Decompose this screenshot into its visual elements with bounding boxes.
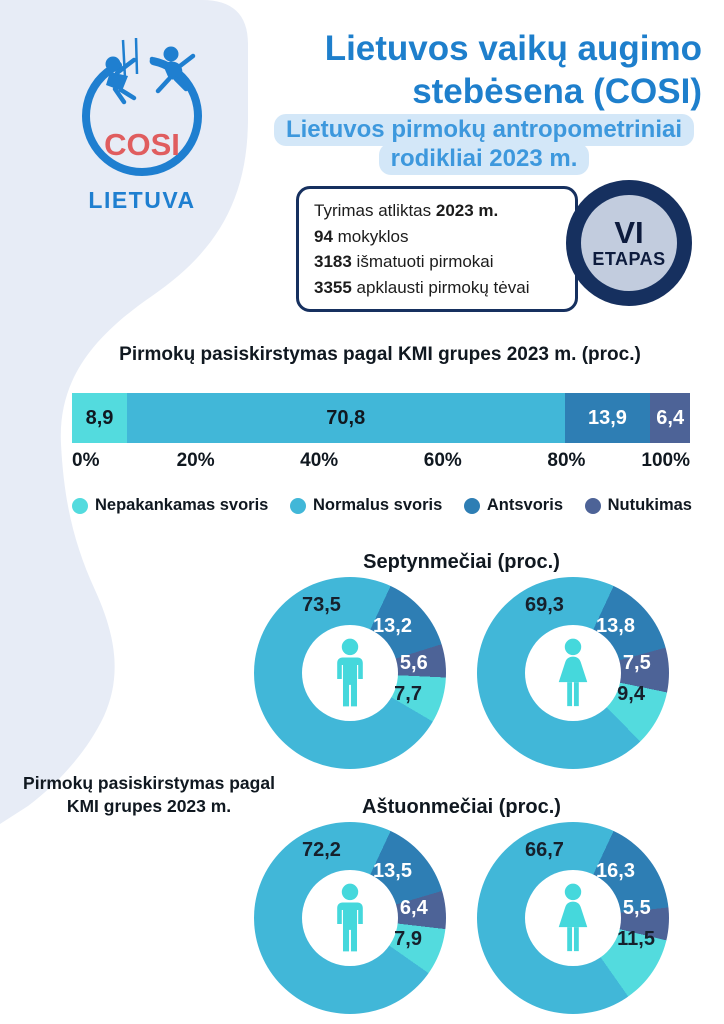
page-title-line2: stebėsena (COSI) [412,71,702,111]
legend-item-overweight: Antsvoris [464,496,563,515]
info-line-year: Tyrimas atliktas 2023 m. [314,201,499,220]
donut-chart-8yo-girls [477,822,669,1014]
axis-tick: 20% [176,450,215,471]
donut-value-underweight: 7,7 [394,682,422,705]
donut-value-overweight: 16,3 [596,860,635,883]
donut-value-normal: 72,2 [302,839,341,862]
subtitle-line1: Lietuvos pirmokų antropometriniai [274,114,694,146]
donut-chart-8yo-boys [254,822,446,1014]
info-line-surveyed: 3355 apklausti pirmokų tėvai [314,277,530,297]
page-subtitle [258,114,710,175]
legend-dot-icon [585,498,601,514]
donut-value-obese: 5,6 [399,651,428,674]
girl-icon [544,636,602,710]
donut-hole [302,625,398,721]
bar-segment-normal: 70,8 [127,393,565,443]
boy-icon [321,636,379,710]
girl-icon [544,881,602,955]
donut-value-obese: 6,4 [399,896,428,919]
donut-value-overweight: 13,5 [373,860,412,883]
donut-hole [302,870,398,966]
donut-value-underweight: 9,4 [617,682,645,705]
logo-country-text: LIETUVA [88,187,196,213]
axis-tick: 80% [547,450,586,471]
donut-chart-7yo-girls [477,577,669,769]
stage-number: VI [614,214,644,250]
donut-value-underweight: 11,5 [617,927,655,950]
study-info-box [296,186,578,312]
donut-group-title-8yo: Aštuonmečiai (proc.) [362,796,561,818]
axis-tick: 40% [300,450,339,471]
x-axis [72,450,690,474]
donut-value-normal: 69,3 [525,594,564,617]
donut-value-underweight: 7,9 [394,927,422,950]
stage-label: ETAPAS [592,248,666,269]
stacked-bar-chart [72,393,690,443]
logo-cosi-text: COSI [104,127,180,162]
legend [72,496,692,515]
page-title-line1: Lietuvos vaikų augimo [324,29,702,68]
legend-dot-icon [72,498,88,514]
boy-icon [321,881,379,955]
donut-hole [525,870,621,966]
donut-value-normal: 73,5 [302,594,341,617]
donut-value-normal: 66,7 [525,839,564,862]
donut-value-overweight: 13,2 [373,615,412,638]
cosi-logo-graphic [67,28,217,180]
legend-dot-icon [464,498,480,514]
axis-tick: 60% [423,450,462,471]
info-line-schools: 94 mokyklos [314,226,409,246]
subtitle-line2: rodikliai 2023 m. [379,143,590,175]
axis-tick: 100% [641,450,690,471]
stage-badge-inner [581,195,677,291]
donut-value-obese: 7,5 [622,651,651,674]
page-title [248,28,702,113]
stage-badge [566,180,692,306]
info-line-measured: 3183 išmatuoti pirmokai [314,252,494,271]
donut-value-overweight: 13,8 [596,615,635,638]
bottom-section-label: Pirmokų pasiskirstymas pagal KMI grupes 2023 m. [23,773,275,816]
axis-tick: 0% [72,450,100,471]
donut-hole [525,625,621,721]
bar-segment-overweight: 13,9 [565,393,651,443]
bar-segment-underweight: 8,9 [72,393,127,443]
donut-value-obese: 5,5 [622,896,651,919]
legend-item-obese: Nutukimas [585,496,692,515]
swinging-girl-icon [106,38,138,102]
donut-chart-7yo-boys [254,577,446,769]
legend-item-underweight: Nepakankamas svoris [72,496,268,515]
cosi-logo [60,28,224,214]
legend-dot-icon [290,498,306,514]
bar-segment-obese: 6,4 [650,393,690,443]
donut-group-title-7yo: Septynmečiai (proc.) [363,551,560,573]
bar-chart-title: Pirmokų pasiskirstymas pagal KMI grupes 2023 m. (proc.) [119,344,641,365]
legend-item-normal: Normalus svoris [290,496,442,515]
